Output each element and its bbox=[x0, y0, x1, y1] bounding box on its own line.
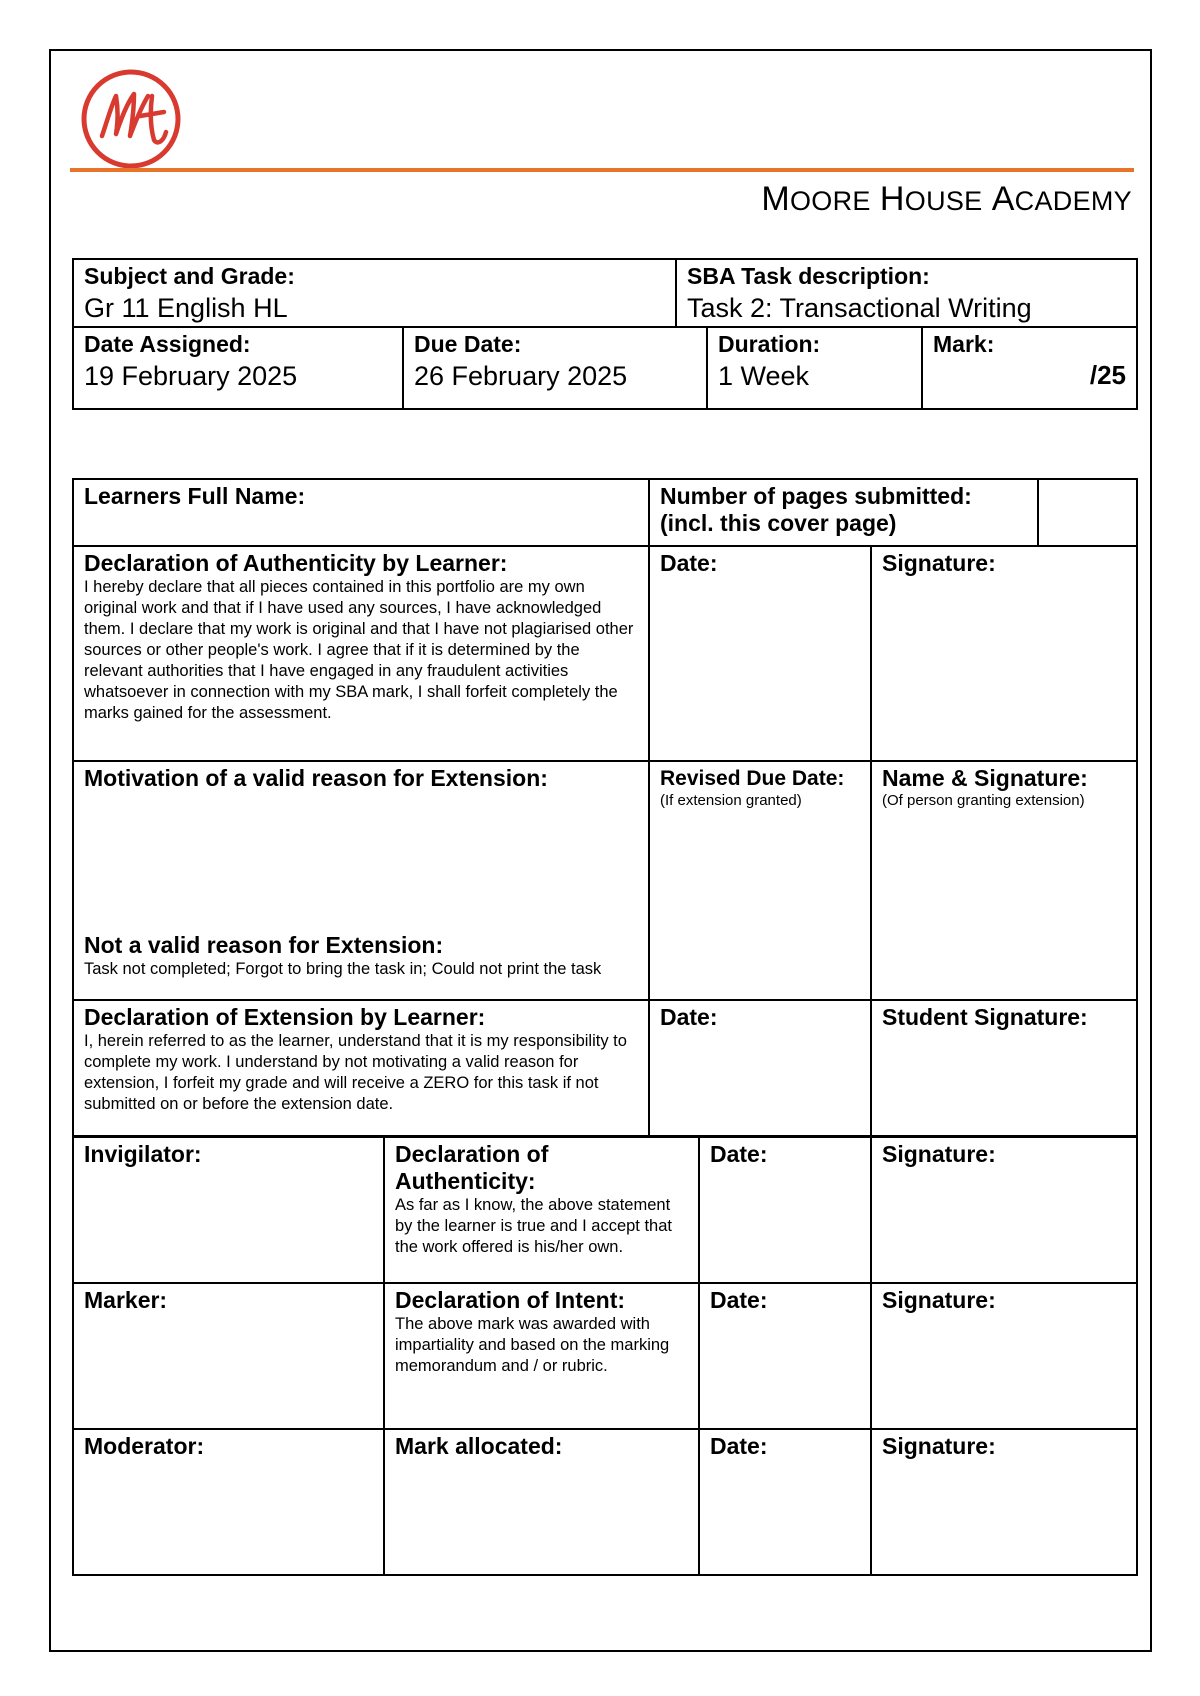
inv-signature-label: Signature: bbox=[882, 1141, 996, 1167]
extension-date-label: Date: bbox=[660, 1004, 718, 1030]
revised-due-date-field[interactable] bbox=[649, 761, 871, 1000]
date-label: Date: bbox=[660, 550, 718, 576]
mh-monogram-logo-icon bbox=[78, 66, 184, 172]
pages-label-cell bbox=[649, 479, 1038, 546]
signature-label: Signature: bbox=[882, 550, 996, 576]
subject-value: Gr 11 English HL bbox=[84, 293, 288, 323]
authenticity-text: I hereby declare that all pieces contained in this portfolio are my own original work and that if I have used any sources, I have acknowledged them. I declare that my work is original and that I have not plagiarised other sources or other people's work. I agree that if it is determined by the relevant authorities that I have engaged in any fraudulent activities whatsoever in connection with my SBA mark, I shall forfeit completely the marks gained for the assessment. bbox=[84, 578, 634, 722]
moderator-label: Moderator: bbox=[84, 1433, 205, 1459]
marker-field[interactable] bbox=[73, 1283, 384, 1429]
task-description-cell bbox=[676, 259, 1137, 327]
extension-declaration-cell bbox=[73, 1000, 649, 1136]
authenticity-title: Declaration of Authenticity by Learner: bbox=[84, 550, 508, 576]
marker-signature-field[interactable] bbox=[871, 1283, 1137, 1429]
invigilator-declaration-cell bbox=[384, 1137, 699, 1283]
invigilator-label: Invigilator: bbox=[84, 1141, 202, 1167]
extension-motivation-cell[interactable] bbox=[73, 761, 649, 1000]
duration-value: 1 Week bbox=[718, 361, 810, 391]
task-label: SBA Task description: bbox=[687, 263, 930, 289]
marker-signature-label: Signature: bbox=[882, 1287, 996, 1313]
marker-date-label: Date: bbox=[710, 1287, 768, 1313]
invigilator-date-field[interactable] bbox=[699, 1137, 871, 1283]
inv-date-label: Date: bbox=[710, 1141, 768, 1167]
marker-date-field[interactable] bbox=[699, 1283, 871, 1429]
extension-text: I, herein referred to as the learner, understand that it is my responsibility to complete my work. I understand by not motivating a valid reason for extension, I forfeit my grade and will receive a ZERO for this task if not submitted on or before the extension date. bbox=[84, 1032, 627, 1113]
revised-due-label: Revised Due Date: bbox=[660, 767, 845, 790]
student-signature-label: Student Signature: bbox=[882, 1004, 1088, 1030]
header-rule bbox=[70, 168, 1134, 172]
learner-name-cell[interactable] bbox=[73, 479, 649, 546]
mark-allocated-label: Mark allocated: bbox=[395, 1433, 563, 1459]
due-date-label: Due Date: bbox=[414, 331, 522, 357]
learner-name-label: Learners Full Name: bbox=[84, 483, 306, 509]
pages-sub-label: (incl. this cover page) bbox=[660, 510, 897, 536]
task-info-table bbox=[72, 258, 1138, 410]
date-assigned-label: Date Assigned: bbox=[84, 331, 251, 357]
mark-allocated-field[interactable] bbox=[384, 1429, 699, 1575]
mark-value: /25 bbox=[1089, 360, 1126, 390]
inv-declaration-text: As far as I know, the above statement by the learner is true and I accept that the work offered is his/her own. bbox=[395, 1196, 672, 1256]
marker-label: Marker: bbox=[84, 1287, 168, 1313]
mark-label: Mark: bbox=[933, 331, 995, 357]
marker-declaration-text: The above mark was awarded with impartiality and based on the marking memorandum and / or rubric. bbox=[395, 1315, 670, 1375]
not-valid-text: Task not completed; Forgot to bring the task in; Could not print the task bbox=[84, 960, 602, 978]
mark-cell bbox=[922, 327, 1137, 409]
invigilator-field[interactable] bbox=[73, 1137, 384, 1283]
marker-declaration-title: Declaration of Intent: bbox=[395, 1287, 626, 1313]
duration-cell bbox=[707, 327, 922, 409]
inv-declaration-title: Declaration of Authenticity: bbox=[395, 1141, 549, 1194]
duration-label: Duration: bbox=[718, 331, 821, 357]
moderator-field[interactable] bbox=[73, 1429, 384, 1575]
moderator-signature-field[interactable] bbox=[871, 1429, 1137, 1575]
due-date-value: 26 February 2025 bbox=[414, 361, 628, 391]
pages-count-field[interactable] bbox=[1038, 479, 1137, 546]
authenticity-signature-field[interactable] bbox=[871, 546, 1137, 761]
due-date-cell bbox=[403, 327, 707, 409]
task-value: Task 2: Transactional Writing bbox=[687, 293, 1032, 323]
subject-label: Subject and Grade: bbox=[84, 263, 295, 289]
date-assigned-cell bbox=[73, 327, 403, 409]
granting-signature-field[interactable] bbox=[871, 761, 1137, 1000]
moderator-date-field[interactable] bbox=[699, 1429, 871, 1575]
revised-due-hint: (If extension granted) bbox=[660, 792, 802, 809]
authenticity-date-field[interactable] bbox=[649, 546, 871, 761]
learner-table bbox=[72, 478, 1138, 1137]
not-valid-title: Not a valid reason for Extension: bbox=[84, 932, 444, 958]
invigilator-signature-field[interactable] bbox=[871, 1137, 1137, 1283]
extension-title: Declaration of Extension by Learner: bbox=[84, 1004, 486, 1030]
name-signature-label: Name & Signature: bbox=[882, 765, 1088, 791]
mod-signature-label: Signature: bbox=[882, 1433, 996, 1459]
staff-table bbox=[72, 1136, 1138, 1576]
name-signature-hint: (Of person granting extension) bbox=[882, 792, 1085, 809]
school-name: MOORE HOUSE ACADEMY bbox=[761, 180, 1132, 218]
subject-cell bbox=[73, 259, 676, 327]
date-assigned-value: 19 February 2025 bbox=[84, 361, 298, 391]
pages-label: Number of pages submitted: bbox=[660, 483, 972, 509]
extension-date-field[interactable] bbox=[649, 1000, 871, 1136]
authenticity-cell bbox=[73, 546, 649, 761]
marker-declaration-cell bbox=[384, 1283, 699, 1429]
motivation-title: Motivation of a valid reason for Extension: bbox=[84, 765, 548, 791]
student-signature-field[interactable] bbox=[871, 1000, 1137, 1136]
mod-date-label: Date: bbox=[710, 1433, 768, 1459]
